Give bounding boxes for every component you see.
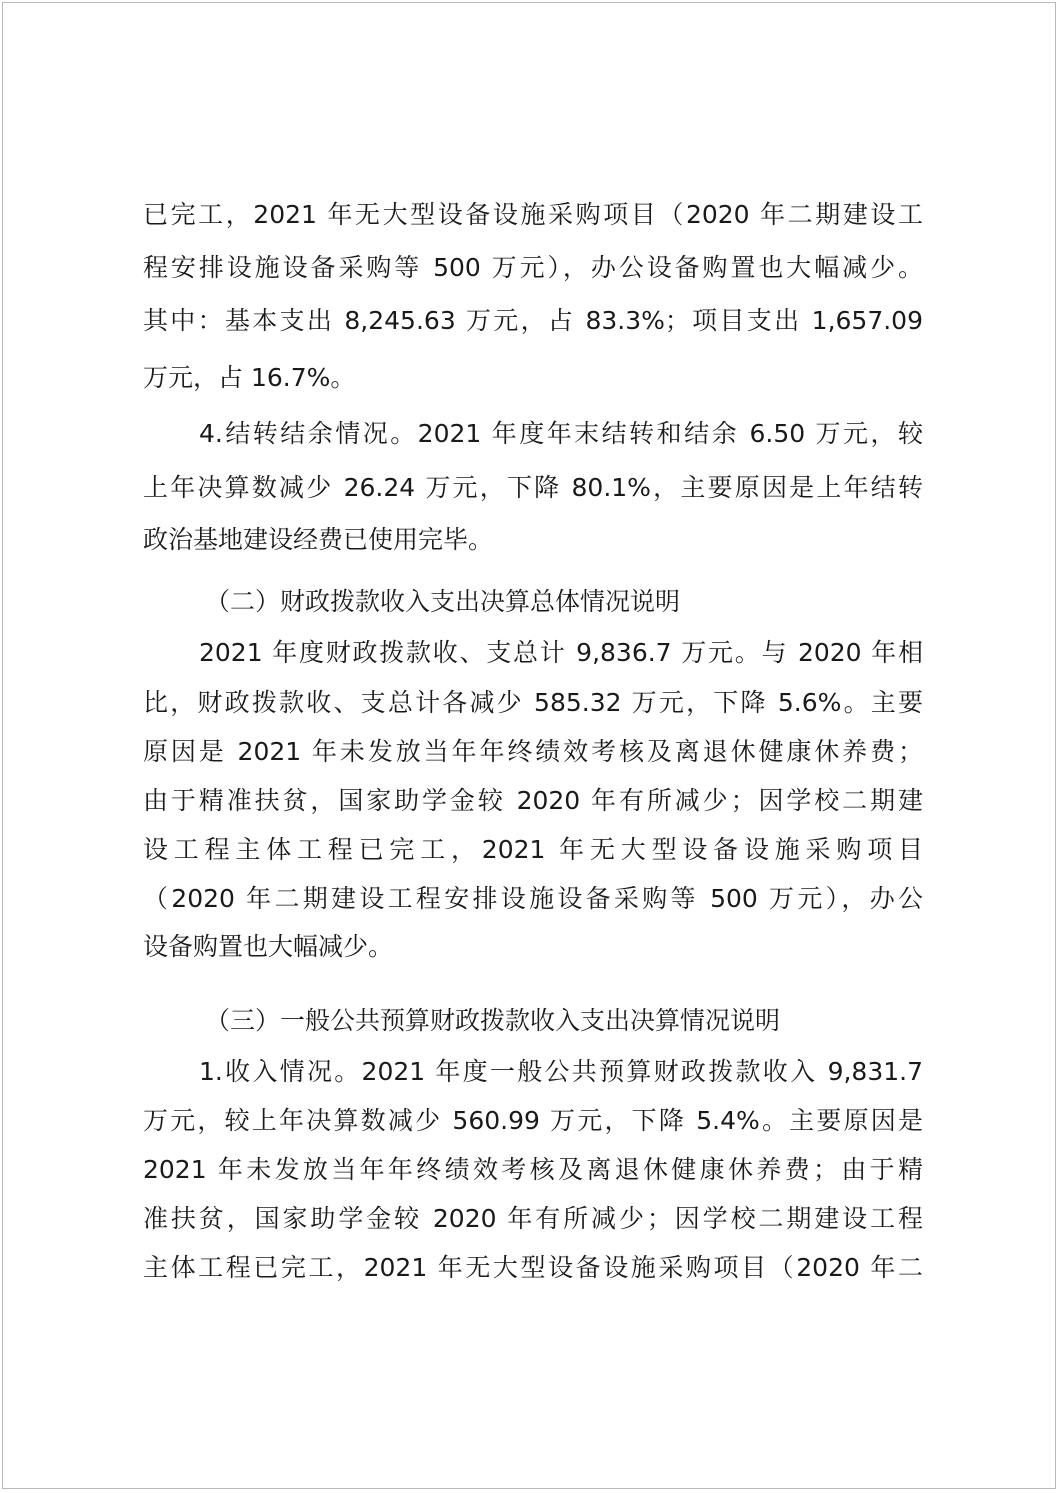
body-line: 设工程主体工程已完工，2021 年无大型设备设施采购项目: [143, 835, 923, 864]
body-line: （2020 年二期建设工程安排设施设备采购等 500 万元），办公: [143, 884, 923, 913]
body-line: 由于精准扶贫，国家助学金较 2020 年有所减少；因学校二期建: [143, 786, 923, 815]
section-heading: （三）一般公共预算财政拨款收入支出决算情况说明: [205, 1006, 781, 1035]
body-line: 4.结转结余情况。2021 年度年末结转和结余 6.50 万元，较: [199, 419, 923, 448]
body-line: 程安排设施设备采购等 500 万元），办公设备购置也大幅减少。: [143, 253, 923, 282]
body-line: 上年决算数减少 26.24 万元，下降 80.1%，主要原因是上年结转: [143, 473, 923, 502]
body-line: 已完工，2021 年无大型设备设施采购项目（2020 年二期建设工: [143, 200, 923, 229]
body-line: 政治基地建设经费已使用完毕。: [143, 525, 494, 554]
body-line: 万元，较上年决算数减少 560.99 万元，下降 5.4%。主要原因是: [143, 1106, 923, 1135]
body-line: 其中：基本支出 8,245.63 万元，占 83.3%；项目支出 1,657.09: [143, 306, 923, 335]
body-line: 2021 年度财政拨款收、支总计 9,836.7 万元。与 2020 年相: [199, 638, 923, 667]
body-line: 设备购置也大幅减少。: [143, 932, 394, 961]
body-line: 原因是 2021 年未发放当年年终绩效考核及离退休健康休养费；: [143, 737, 923, 766]
body-line: 万元，占 16.7%。: [143, 363, 356, 392]
body-line: 比，财政拨款收、支总计各减少 585.32 万元，下降 5.6%。主要: [143, 688, 923, 717]
body-line: 准扶贫，国家助学金较 2020 年有所减少；因学校二期建设工程: [143, 1204, 923, 1233]
section-heading: （二）财政拨款收入支出决算总体情况说明: [205, 587, 681, 616]
body-line: 1.收入情况。2021 年度一般公共预算财政拨款收入 9,831.7: [199, 1057, 923, 1086]
body-line: 2021 年未发放当年年终绩效考核及离退休健康休养费；由于精: [143, 1155, 923, 1184]
body-line: 主体工程已完工，2021 年无大型设备设施采购项目（2020 年二: [143, 1253, 923, 1282]
